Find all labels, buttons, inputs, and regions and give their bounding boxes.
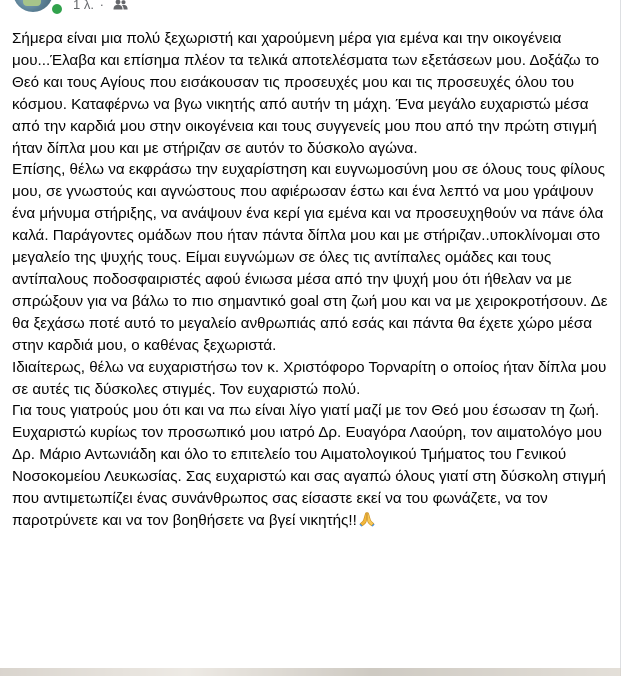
post-timestamp[interactable]: 1 λ. (73, 0, 94, 12)
post-header (0, 0, 200, 14)
post-paragraph: Σήμερα είναι μια πολύ ξεχωριστή και χαρούμενη μέρα για εμένα και την οικογένεια μου...Έλαβα και επίσημα πλέον τα τελικά αποτελέσματα των εξετάσεων μου. Δοξάζω το Θεό και τους Αγίους που εισάκουσαν τις προσευχές μου και τις προσευχές όλου του κόσμου. Καταφέρνω να βγω νικητής από αυτήν τη μάχη. Ένα μεγάλο ευχαριστώ μέσα από την καρδιά μου στην οικογένεια και τους συγγενείς μου που από την πρώτη στιγμή ήταν δίπλα μου και με στήριζαν σε αυτόν το δύσκολο αγώνα. (12, 30, 600, 157)
post-body (12, 28, 612, 534)
next-content-image-edge (0, 668, 621, 676)
praying-hands-icon (359, 511, 375, 534)
post-paragraph-text: Για τους γιατρούς μου ότι και να πω είναι λίγο γιατί μαζί με τον Θεό μου έσωσαν τη ζωή. Ευχαριστώ κυρίως τον προσωπικό μου ιατρό Δρ. Ευαγόρα Λαούρη, τον αιματολόγο μου Δρ. Μάριο Αντωνιάδη και όλο το επιτελείο του Αιματολογικού Τμήματος του Γενικού Νοσοκομείου Λευκωσίας. Σας ευχαριστώ και σας αγαπώ όλους γιατί στη δύσκολη στιγμή που αντιμετωπίζει ένας συνάνθρωπος σας είσαστε εκεί να του φωνάζετε, να τον παροτρύνετε και να τον βοηθήσετε να βγεί νικητής!! (12, 402, 606, 529)
post-paragraph: Επίσης, θέλω να εκφράσω την ευχαρίστηση και ευγνωμοσύνη μου σε όλους τους φίλους μου, σε γνωστούς και αγνώστους που αφιέρωσαν έστω και ένα λεπτό να μου γράψουν ένα μήνυμα στήριξης, να ανάψουν ένα κερί για εμένα και να προσευχηθούν να πάνε όλα καλά. Παράγοντες ομάδων που ήταν πάντα δίπλα μου και με στήριζαν..υποκλίνομαι στο μεγαλείο της ψυχής τους. Είμαι ευγνώμων σε όλες τις αντίπαλες ομάδες και τους αντίπαλους ποδοσφαιριστές αφού ένιωσα μέσα από την ψυχή μου ότι ήθελαν να με σπρώξουν για να βάλω το πιο σημαντικό goal στη ζωή μου και να με χειροκροτήσουν. Δε θα ξεχάσω ποτέ αυτό το μεγαλείο ανθρωπιάς από εσάς και πάντα θα έχετε χώρο μέσα στην καρδιά μου, ο καθένας ξεχωριστά. (12, 161, 608, 354)
post-meta (73, 0, 128, 13)
friends-icon[interactable] (113, 0, 128, 13)
post-paragraph-last (12, 400, 612, 533)
post-paragraph: Ιδιαίτερως, θέλω να ευχαριστήσω τον κ. Χριστόφορο Τορναρίτη ο οποίος ήταν δίπλα μου σε αυτές τις δύσκολες στιγμές. Τον ευχαριστώ πολύ. (12, 358, 607, 398)
online-status-dot (50, 2, 64, 16)
meta-separator: · (99, 0, 104, 12)
avatar-image-detail (23, 0, 41, 6)
avatar[interactable] (13, 0, 53, 12)
